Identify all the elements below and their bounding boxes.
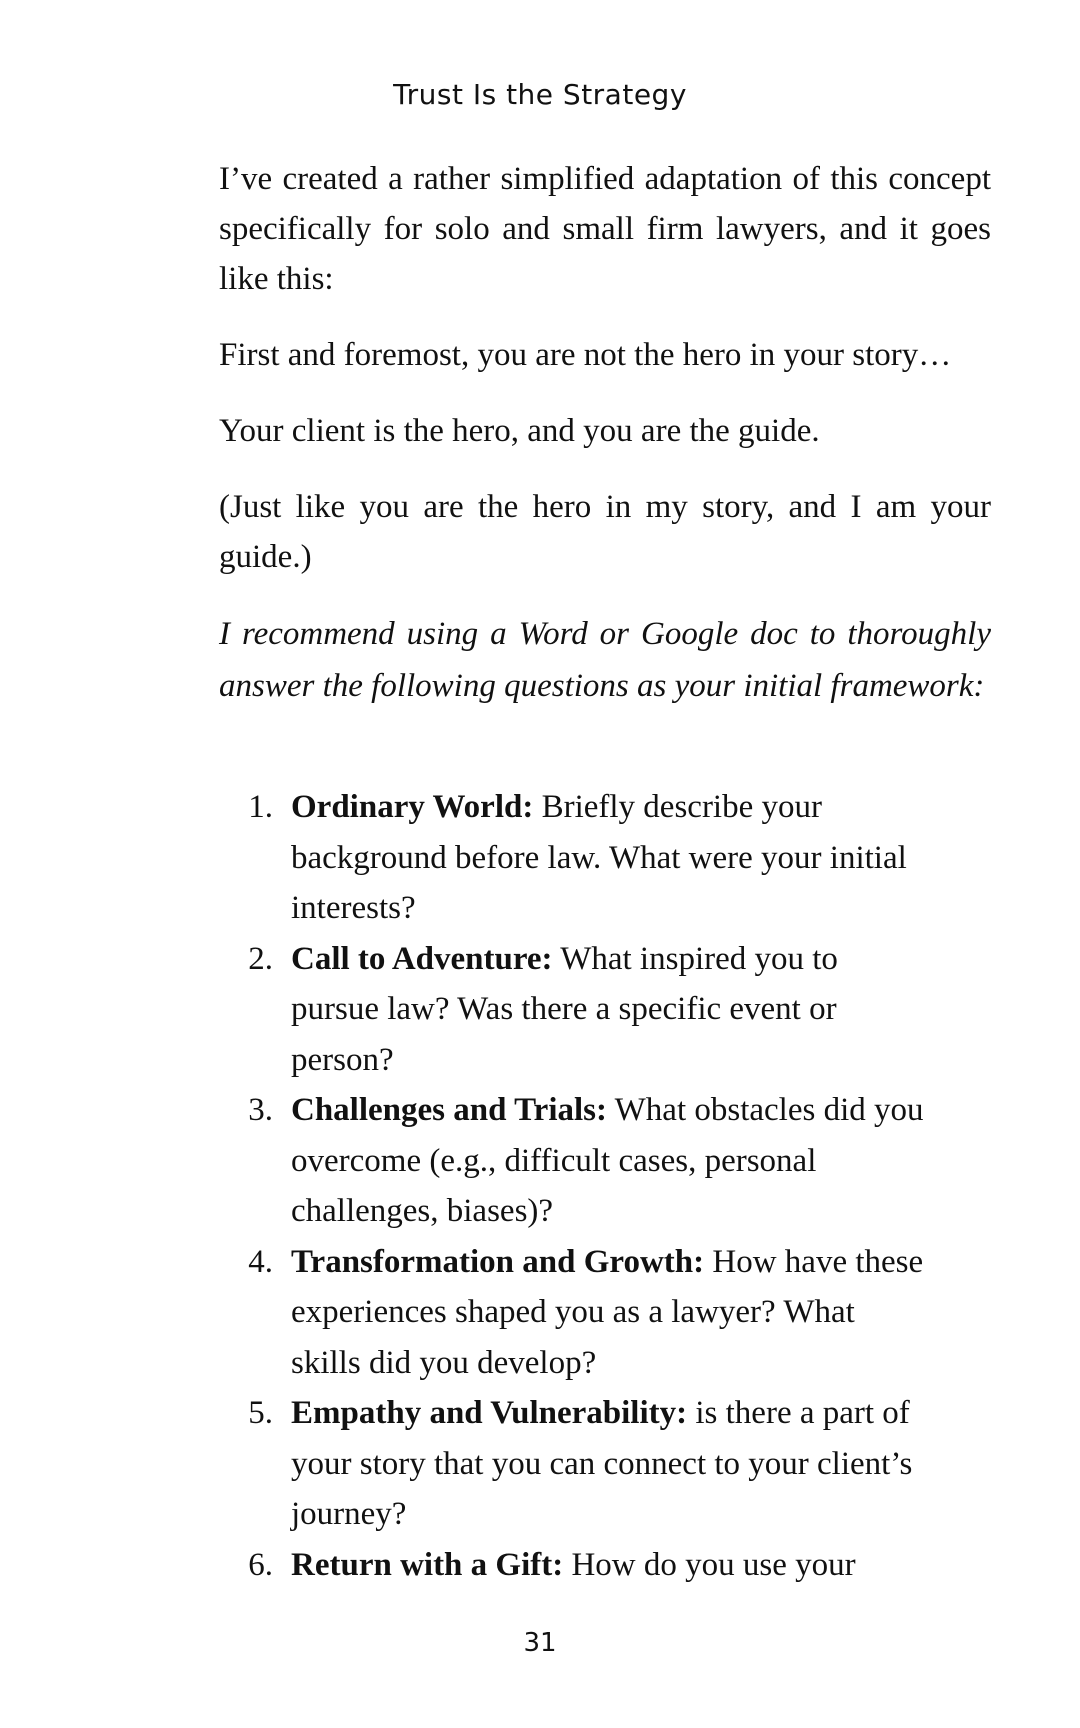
list-description: Briefly describe your background before law. What were your initial interests? [291,789,907,926]
list-term: Transformation and Growth: [291,1243,705,1280]
list-term: Challenges and Trials: [291,1092,607,1128]
list-text [291,934,931,1086]
paragraph-intro: I’ve created a rather simplified adaptation of this concept specifically for solo and small firm lawyers, and it goes like this: [219,161,991,297]
list-number: 4. [248,1243,273,1280]
list-term: Ordinary World: [291,789,534,825]
list-term: Call to Adventure: [291,940,553,977]
italic-instruction: I recommend using a Word or Google doc to thoroughly answer the following questions as your initial framework: [219,616,991,704]
paragraph-client-hero: Your client is the hero, and you are the guide. [219,413,820,449]
list-description: What obstacles did you overcome (e.g., difficult cases, personal challenges, biases)? [291,1092,924,1229]
list-description: What inspired you to pursue law? Was there a specific event or person? [291,940,838,1078]
body-text [219,154,991,1590]
questions-list [219,782,991,1590]
list-item [219,782,991,934]
list-description: is there a part of your story that you can connect to your client’s journey? [291,1395,913,1532]
page-number: 31 [523,1628,557,1658]
paragraph-not-hero: First and foremost, you are not the hero in your story… [219,337,952,373]
list-text [291,1540,931,1591]
list-number: 3. [248,1092,273,1128]
list-number: 6. [248,1546,273,1583]
list-text [291,1388,931,1540]
list-description: How do you use your [563,1546,856,1583]
list-term: Empathy and Vulnerability: [291,1395,688,1431]
list-term: Return with a Gift: [291,1546,564,1583]
list-description: How have these experiences shaped you as a lawyer? What skills did you develop? [291,1243,924,1381]
list-text [291,782,931,934]
list-text [291,1085,931,1237]
running-head: Trust Is the Strategy [393,78,687,111]
list-number: 2. [248,940,273,977]
list-item [219,1388,991,1540]
list-item [219,1237,991,1389]
list-item [219,1540,991,1591]
list-item [219,934,991,1086]
list-text [291,1237,931,1389]
paragraph-aside: (Just like you are the hero in my story, and I am your guide.) [219,489,991,575]
list-number: 5. [248,1395,273,1431]
list-item [219,1085,991,1237]
list-number: 1. [248,789,273,825]
